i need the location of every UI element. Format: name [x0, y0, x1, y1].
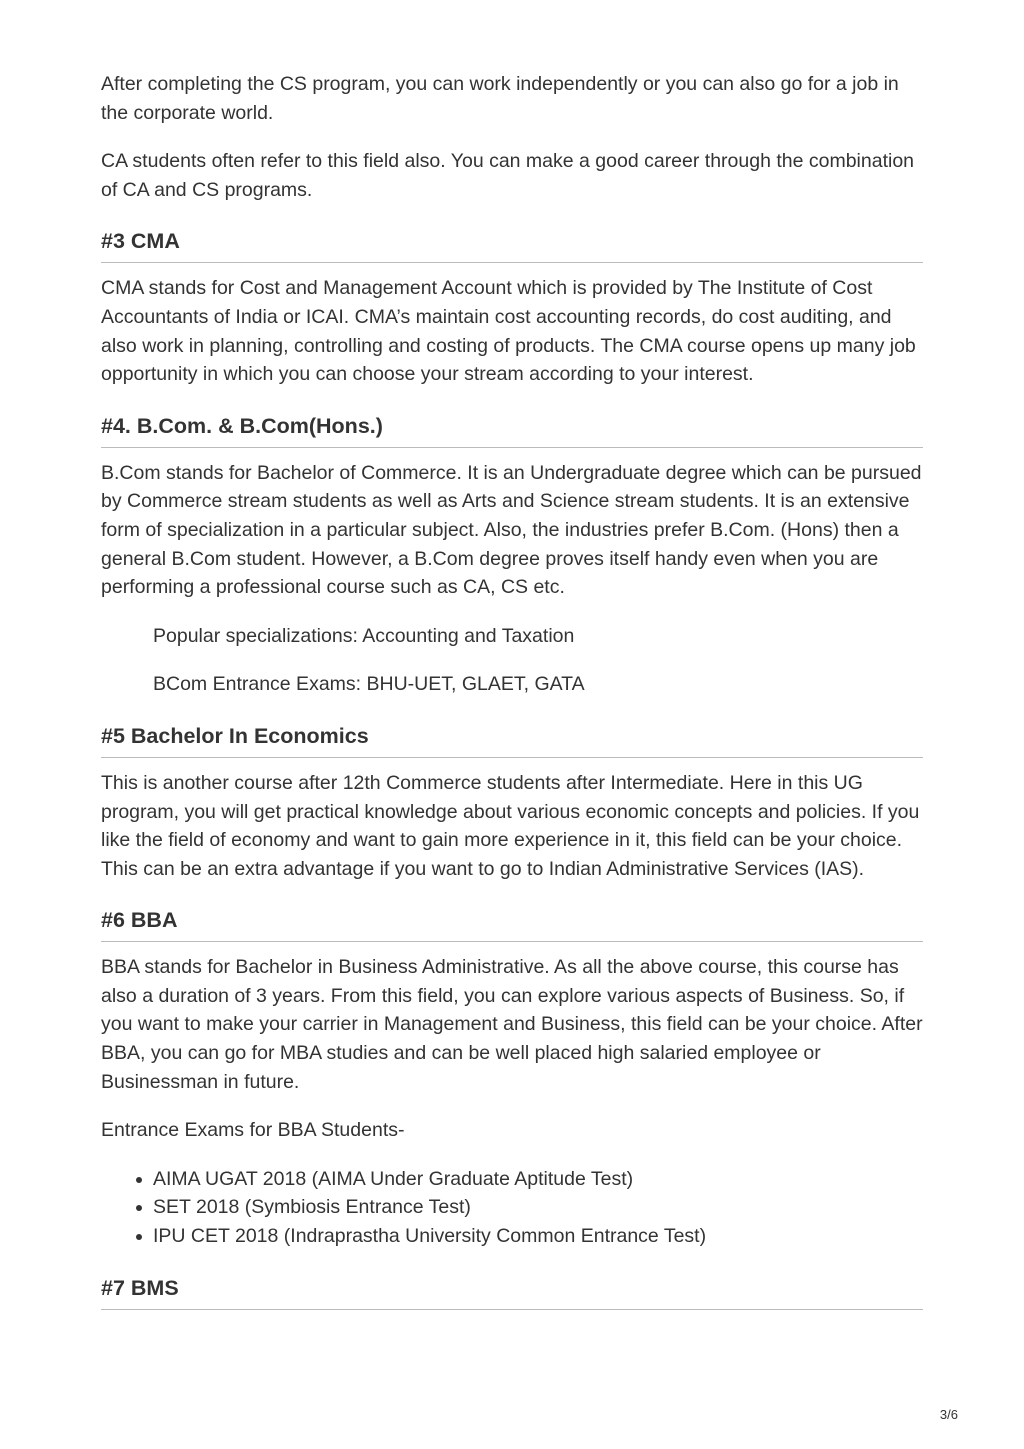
- list-item: SET 2018 (Symbiosis Entrance Test): [153, 1193, 923, 1222]
- section-heading-bba: #6 BBA: [101, 905, 923, 942]
- section-heading-bcom: #4. B.Com. & B.Com(Hons.): [101, 411, 923, 448]
- bba-paragraph: BBA stands for Bachelor in Business Administrative. As all the above course, this course has also a duration of 3 years. From this field, you can explore various aspects of Business. So, if you want to make your carrier in Management and Business, this field can be your choice. After BBA, you can go for MBA studies and can be well placed high salaried employee or Businessman in future.: [101, 956, 923, 1093]
- document-page: [101, 70, 923, 1310]
- section-cma: [101, 226, 923, 388]
- section-economics: [101, 721, 923, 883]
- section-bms: [101, 1273, 923, 1310]
- bba-entrance-intro: Entrance Exams for BBA Students-: [101, 1119, 405, 1142]
- section-heading-cma: #3 CMA: [101, 226, 923, 263]
- bcom-paragraph: B.Com stands for Bachelor of Commerce. It is an Undergraduate degree which can be pursued by Commerce stream students as well as Arts and Science stream students. It is an extensive form of specialization in a particular subject. Also, the industries prefer B.Com. (Hons) then a general B.Com student. However, a B.Com degree proves itself handy even when you are performing a professional course such as CA, CS etc.: [101, 461, 922, 599]
- section-heading-economics: #5 Bachelor In Economics: [101, 721, 923, 758]
- page-number: 3/6: [939, 1407, 958, 1422]
- list-item: IPU CET 2018 (Indraprastha University Common Entrance Test): [153, 1222, 923, 1251]
- intro-paragraph-2: CA students often refer to this field also. You can make a good career through the combination of CA and CS programs.: [101, 150, 915, 201]
- bcom-entrance-exams: BCom Entrance Exams: BHU-UET, GLAET, GATA: [153, 673, 585, 696]
- section-bcom: [101, 411, 923, 699]
- section-heading-bms: #7 BMS: [101, 1273, 923, 1310]
- cma-paragraph: CMA stands for Cost and Management Account which is provided by The Institute of Cost Accountants of India or ICAI. CMA’s maintain cost accounting records, do cost auditing, and also work in planning, controlling and costing of products. The CMA course opens up many job opportunity in which you can choose your stream according to your interest.: [101, 277, 916, 386]
- economics-paragraph: This is another course after 12th Commerce students after Intermediate. Here in this UG program, you will get practical knowledge about various economic concepts and policies. If you like the field of economy and want to gain more experience in it, this field can be your choice. This can be an extra advantage if you want to go to Indian Administrative Services (IAS).: [101, 771, 920, 880]
- bcom-specializations: Popular specializations: Accounting and Taxation: [153, 624, 575, 647]
- list-item: AIMA UGAT 2018 (AIMA Under Graduate Aptitude Test): [153, 1165, 923, 1194]
- intro-paragraph-1: After completing the CS program, you can work independently or you can also go for a job in the corporate world.: [101, 73, 899, 124]
- section-bba: [101, 905, 923, 1250]
- bba-entrance-list: [101, 1165, 923, 1251]
